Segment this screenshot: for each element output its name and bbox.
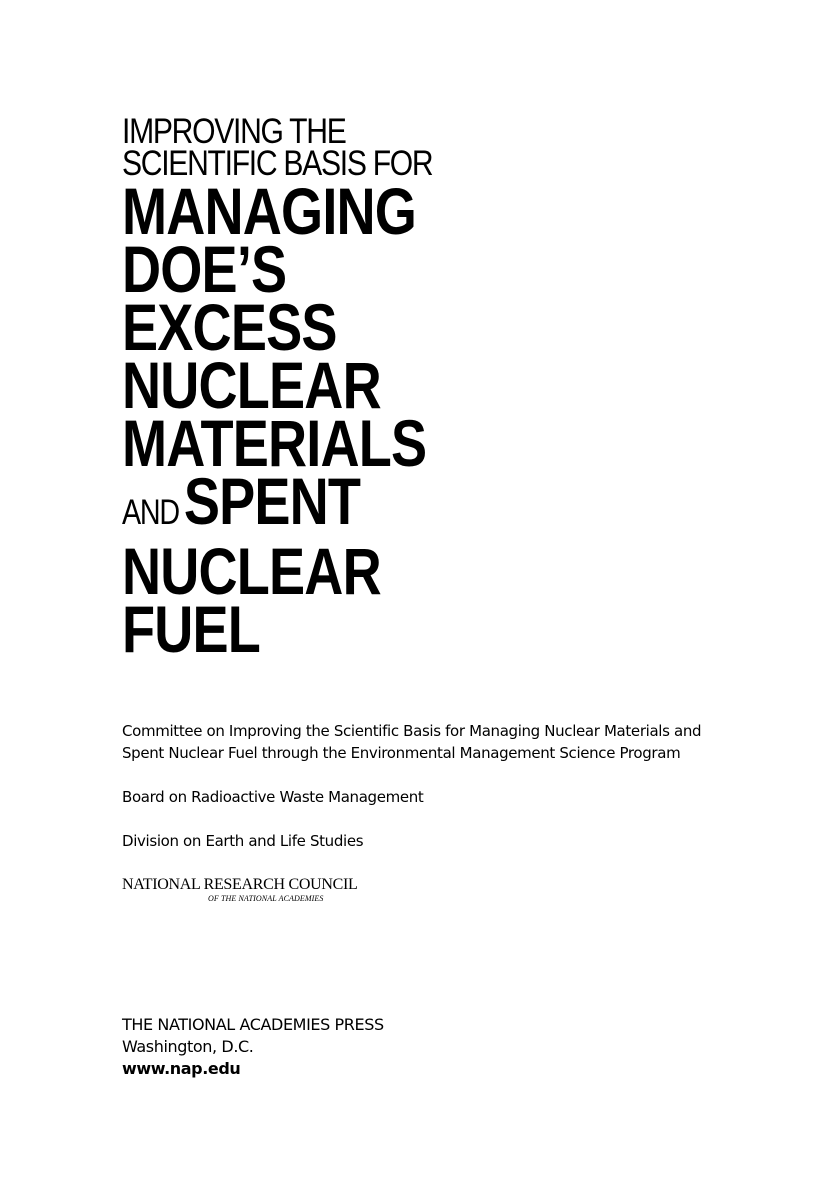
title-and-word: AND [122,493,179,532]
title-line-and-spent [122,464,614,542]
committee-line-1: Committee on Improving the Scientific Basis for Managing Nuclear Materials and [122,722,702,740]
committee-block [122,720,742,852]
committee-line-2: Spent Nuclear Fuel through the Environmental Management Science Program [122,744,681,762]
title-line-does: DOE’S [122,232,287,306]
nrc-logo-sub: OF THE NATIONAL ACADEMIES [208,894,324,903]
title-line-materials: MATERIALS [122,406,427,480]
publisher-name: THE NATIONAL ACADEMIES PRESS [122,1015,384,1034]
book-title [122,112,722,666]
title-line-nuclear: NUCLEAR [122,348,381,422]
nrc-logo [122,876,362,904]
publisher-block [122,1014,384,1080]
title-line-fuel: FUEL [122,592,261,666]
nrc-logo-main: NATIONAL RESEARCH COUNCIL [122,876,358,893]
title-pre-line-2: SCIENTIFIC BASIS FOR [122,144,433,183]
board-name: Board on Radioactive Waste Management [122,788,424,806]
title-line-managing: MANAGING [122,174,417,248]
division-name: Division on Earth and Life Studies [122,832,364,850]
title-line-excess: EXCESS [122,290,337,364]
title-spent-word: SPENT [183,464,361,538]
publisher-location: Washington, D.C. [122,1037,254,1056]
title-pre-line-1: IMPROVING THE [122,112,346,151]
title-line-nuclear-2: NUCLEAR [122,534,381,608]
publisher-url: www.nap.edu [122,1059,241,1078]
